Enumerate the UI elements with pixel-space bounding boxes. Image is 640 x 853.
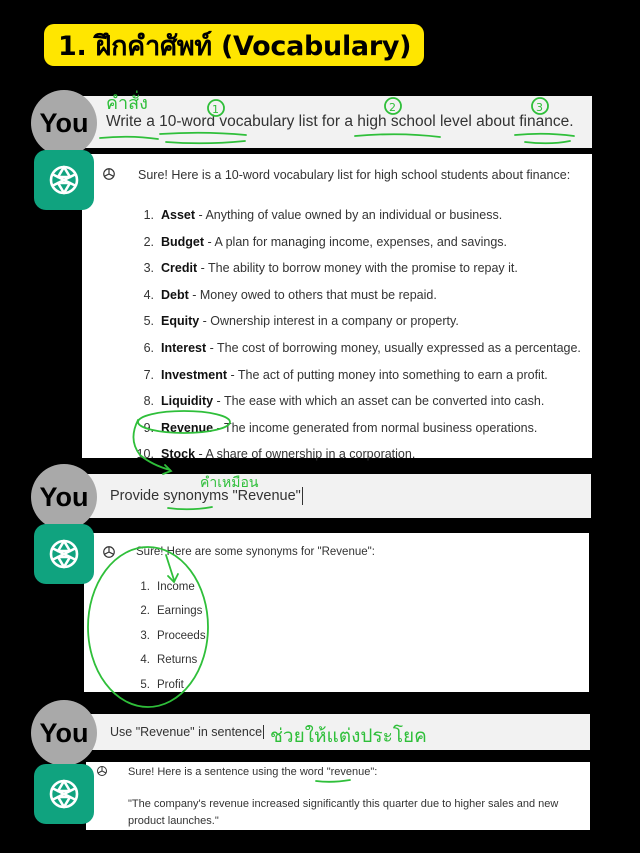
item-number: 1. xyxy=(143,208,154,222)
synonym-item xyxy=(132,624,206,648)
vocab-item xyxy=(132,282,581,309)
user-avatar-label: You xyxy=(39,107,89,138)
item-number: 3. xyxy=(143,261,154,276)
vocab-item xyxy=(132,335,581,362)
assistant-avatar xyxy=(34,764,94,824)
synonym-text: Returns xyxy=(157,654,198,667)
vocab-entry xyxy=(161,308,459,335)
vocab-definition: - A share of ownership in a corporation. xyxy=(195,447,416,462)
vocab-entry xyxy=(161,335,581,362)
mark-2: 2 xyxy=(389,101,396,114)
vocab-definition: - The ease with which an asset can be converted into cash. xyxy=(213,394,545,409)
item-number: 9. xyxy=(143,420,154,435)
item-number: 1. xyxy=(140,581,150,593)
vocab-term: Credit xyxy=(161,261,198,276)
vocab-entry xyxy=(161,362,548,389)
user-avatar-label: You xyxy=(39,481,89,512)
vocab-definition: - Anything of value owned by an individual or business. xyxy=(195,208,503,222)
vocab-entry xyxy=(161,282,437,309)
vocab-definition: - Ownership interest in a company or property. xyxy=(199,314,459,329)
vocab-definition: - The ability to borrow money with the promise to repay it. xyxy=(197,261,518,276)
vocab-term: Debt xyxy=(161,287,189,302)
prompt-text: Provide synonyms "Revenue" xyxy=(110,488,301,504)
page-title: 1. ฝึกคำศัพท์ (Vocabulary) xyxy=(44,24,424,66)
synonym-text: Income xyxy=(157,581,195,593)
vocab-item xyxy=(132,308,581,335)
item-number: 4. xyxy=(143,287,154,302)
vocab-term: Revenue xyxy=(161,420,214,435)
synonym-list xyxy=(132,575,206,697)
synonym-item xyxy=(132,575,206,599)
synonym-item xyxy=(132,673,206,697)
response-panel-3 xyxy=(86,762,590,830)
vocab-definition: - Money owed to others that must be repaid. xyxy=(188,287,437,302)
vocab-item xyxy=(132,388,581,415)
assistant-avatar xyxy=(34,150,94,210)
vocab-definition: - A plan for managing income, expenses, and savings. xyxy=(204,234,508,249)
synonym-item xyxy=(132,599,206,623)
vocab-entry xyxy=(161,441,415,468)
response-panel-2 xyxy=(84,533,589,692)
vocab-definition: - The cost of borrowing money, usually expressed as a percentage. xyxy=(206,340,581,355)
vocab-definition: - The income generated from normal business operations. xyxy=(213,420,538,435)
item-number: 7. xyxy=(143,367,154,382)
openai-logo-icon xyxy=(44,534,84,574)
response-intro: Sure! Here are some synonyms for "Revenue": xyxy=(136,546,375,558)
text-cursor xyxy=(263,725,264,739)
chatgpt-logo-icon xyxy=(102,545,116,559)
prompt-bar-1 xyxy=(82,96,592,148)
vocab-entry xyxy=(161,255,518,282)
user-avatar xyxy=(31,700,97,766)
text-cursor xyxy=(302,487,303,505)
vocab-item xyxy=(132,202,581,229)
vocab-entry xyxy=(161,415,537,442)
item-number: 6. xyxy=(143,340,154,355)
vocab-item xyxy=(132,415,581,442)
label-command: คำสั่ง xyxy=(106,93,148,114)
item-number: 2. xyxy=(143,234,154,249)
synonym-text: Earnings xyxy=(157,605,203,618)
item-number: 5. xyxy=(140,678,150,691)
response-intro: Sure! Here is a 10-word vocabulary list for high school students about finance: xyxy=(138,168,571,182)
vocab-term: Investment xyxy=(161,367,227,382)
mark-1: 1 xyxy=(212,103,219,116)
vocab-term: Budget xyxy=(161,234,205,249)
vocab-item xyxy=(132,255,581,282)
synonym-text: Proceeds xyxy=(157,629,206,642)
label-synonym: คำเหมือน xyxy=(200,475,259,491)
response-panel-1 xyxy=(82,154,592,462)
item-number: 4. xyxy=(140,654,150,667)
openai-logo-icon xyxy=(44,160,84,200)
vocab-entry xyxy=(161,388,544,415)
chatgpt-logo-icon xyxy=(96,765,108,777)
label-make-sentence: ช่วยให้แต่งประโยค xyxy=(270,725,427,747)
vocab-term: Asset xyxy=(161,208,196,222)
vocab-term: Interest xyxy=(161,340,207,355)
vocab-term: Liquidity xyxy=(161,394,214,409)
user-avatar xyxy=(31,90,97,156)
vocab-entry xyxy=(161,229,507,256)
response-intro: Sure! Here is a sentence using the word "revenue": xyxy=(128,766,378,778)
user-avatar xyxy=(31,464,97,530)
prompt-text: Use "Revenue" in sentence xyxy=(110,725,263,739)
item-number: 8. xyxy=(143,394,154,409)
item-number: 2. xyxy=(140,605,150,618)
item-number: 5. xyxy=(143,314,154,329)
vocabulary-list xyxy=(132,202,581,468)
vocab-entry xyxy=(161,202,502,229)
synonym-item xyxy=(132,648,206,672)
vocab-term: Stock xyxy=(161,447,196,462)
example-sentence: "The company's revenue increased significantly this quarter due to higher sales and new product launches." xyxy=(128,798,559,827)
mark-3: 3 xyxy=(536,101,543,114)
user-avatar-label: You xyxy=(39,717,89,748)
assistant-avatar xyxy=(34,524,94,584)
item-number: 3. xyxy=(140,629,150,642)
vocab-item xyxy=(132,229,581,256)
prompt-bar-3 xyxy=(90,714,590,750)
chatgpt-logo-icon xyxy=(102,167,116,181)
synonym-text: Profit xyxy=(157,678,184,691)
item-number: 10. xyxy=(136,447,154,462)
vocab-item xyxy=(132,362,581,389)
openai-logo-icon xyxy=(44,774,84,814)
prompt-text: Write a 10-word vocabulary list for a high school level about finance. xyxy=(106,113,574,130)
vocab-item xyxy=(132,441,581,468)
vocab-definition: - The act of putting money into something to earn a profit. xyxy=(227,367,548,382)
prompt-bar-2 xyxy=(86,474,591,518)
vocab-term: Equity xyxy=(161,314,200,329)
